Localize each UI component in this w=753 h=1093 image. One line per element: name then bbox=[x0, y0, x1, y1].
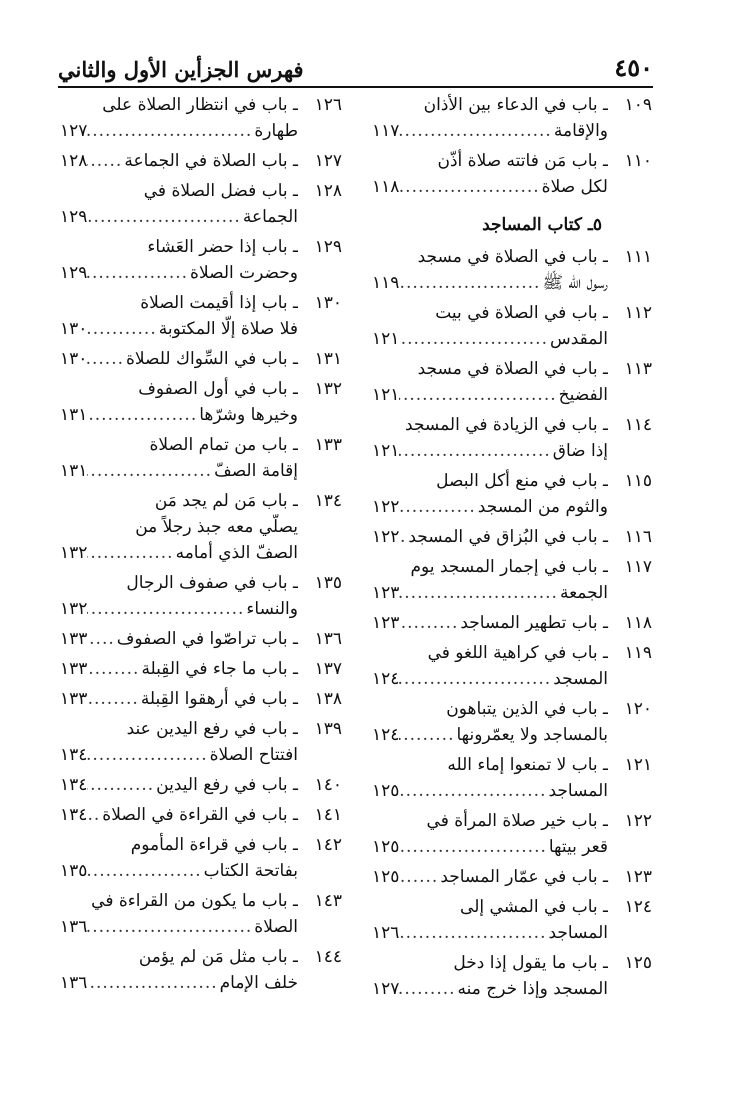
entry-last-line bbox=[60, 540, 298, 566]
entry-number: ١٣٧ bbox=[314, 659, 342, 679]
index-entry bbox=[60, 290, 342, 342]
leader-dots bbox=[399, 326, 550, 352]
entry-title-line: والإقامة bbox=[553, 121, 608, 141]
entry-number: ١٣٤ bbox=[314, 491, 342, 511]
entry-title-line: ـ باب خير صلاة المرأة في bbox=[426, 811, 608, 831]
entry-number: ١٤٤ bbox=[314, 947, 342, 967]
index-entry bbox=[60, 944, 342, 996]
entry-last-line bbox=[60, 260, 298, 286]
entry-title-line: ـ باب في الصلاة في مسجد bbox=[417, 359, 608, 379]
entry-number: ١٤٠ bbox=[314, 775, 342, 795]
entry-body bbox=[372, 554, 608, 606]
index-entry bbox=[60, 92, 342, 144]
entry-page-number: ١٣٢ bbox=[60, 599, 88, 619]
entry-title-line: المساجد bbox=[548, 781, 608, 801]
entry-title-line: وخيرها وشرّها bbox=[199, 405, 298, 425]
entry-title-line: الجماعة bbox=[242, 207, 298, 227]
entry-title-line: بالمساجد ولا يعمّرونها bbox=[456, 725, 608, 745]
index-entry bbox=[372, 864, 652, 890]
entry-page-number: ١٣١ bbox=[60, 405, 88, 425]
entry-body bbox=[372, 412, 608, 464]
entry-title-line: ـ باب في الصلاة في مسجد bbox=[417, 247, 608, 267]
leader-dots bbox=[87, 148, 124, 174]
entry-page-number: ١٣٦ bbox=[60, 973, 88, 993]
index-entry bbox=[372, 752, 652, 804]
entry-page-number: ١٣٠ bbox=[60, 349, 88, 369]
entry-title-line: ـ باب من تمام الصلاة bbox=[149, 435, 298, 455]
leader-dots bbox=[87, 772, 156, 798]
index-column-right bbox=[372, 92, 652, 1006]
entry-last-line bbox=[372, 118, 608, 144]
entry-number: ١٣١ bbox=[314, 349, 342, 369]
index-entry bbox=[372, 524, 652, 550]
entry-title-line: والنساء bbox=[246, 599, 298, 619]
index-entry bbox=[60, 656, 342, 682]
entry-last-line bbox=[372, 976, 608, 1002]
leader-dots bbox=[87, 914, 254, 940]
index-entry bbox=[372, 300, 652, 352]
entry-page-number: ١٣٢ bbox=[60, 543, 88, 563]
index-entry bbox=[372, 412, 652, 464]
entry-number: ١٠٩ bbox=[624, 95, 652, 115]
entry-last-line bbox=[372, 778, 608, 804]
entry-body bbox=[372, 468, 608, 520]
index-entry bbox=[60, 178, 342, 230]
entry-title-line: ـ باب إذا أقيمت الصلاة bbox=[140, 293, 298, 313]
leader-dots bbox=[87, 970, 219, 996]
entry-last-line bbox=[372, 610, 608, 636]
leader-dots bbox=[399, 174, 541, 200]
entry-page-number: ١٢١ bbox=[372, 329, 400, 349]
entry-number: ١٣٨ bbox=[314, 689, 342, 709]
entry-number: ١١٦ bbox=[624, 527, 652, 547]
entry-number: ١٢٦ bbox=[314, 95, 342, 115]
entry-last-line bbox=[372, 864, 608, 890]
entry-title-line: خلف الإمام bbox=[219, 973, 298, 993]
entry-title-line: ـ باب في عمّار المساجد bbox=[440, 867, 608, 887]
index-entry bbox=[60, 148, 342, 174]
entry-title-line: ـ باب في قراءة المأموم bbox=[130, 835, 298, 855]
entry-page-number: ١٣٠ bbox=[60, 319, 88, 339]
index-entry bbox=[372, 696, 652, 748]
entry-last-line bbox=[372, 438, 608, 464]
index-entry bbox=[372, 808, 652, 860]
entry-number: ١١٢ bbox=[624, 303, 652, 323]
entry-title-line: لكل صلاة bbox=[541, 177, 608, 197]
entry-last-line bbox=[60, 914, 298, 940]
entry-page-number: ١٢٧ bbox=[60, 121, 88, 141]
entry-page-number: ١٢٩ bbox=[60, 263, 88, 283]
leader-dots bbox=[399, 438, 552, 464]
entry-body bbox=[372, 524, 608, 550]
entry-title-line: قعر بيتها bbox=[548, 837, 608, 857]
entry-last-line bbox=[372, 722, 608, 748]
entry-title-line: ـ باب في أرهقوا القِبلة bbox=[140, 689, 298, 709]
entry-title-line: افتتاح الصلاة bbox=[209, 745, 298, 765]
index-entry bbox=[60, 376, 342, 428]
page-number: ٤٥٠ bbox=[614, 53, 653, 82]
leader-dots bbox=[87, 540, 175, 566]
index-entry bbox=[60, 234, 342, 286]
entry-last-line bbox=[60, 970, 298, 996]
entry-title-line: المساجد bbox=[548, 923, 608, 943]
entry-title-line: بفاتحة الكتاب bbox=[203, 861, 298, 881]
entry-last-line bbox=[60, 402, 298, 428]
entry-number: ١٤٢ bbox=[314, 835, 342, 855]
index-entry bbox=[60, 716, 342, 768]
leader-dots bbox=[399, 976, 457, 1002]
entry-number: ١١٠ bbox=[624, 151, 652, 171]
entry-body bbox=[372, 864, 608, 890]
entry-title-line: والثوم من المسجد bbox=[477, 497, 608, 517]
entry-title-line: ـ باب فضل الصلاة في bbox=[143, 181, 298, 201]
entry-title-line: ـ باب في الصلاة في بيت bbox=[435, 303, 608, 323]
entry-title-line: المسجد bbox=[553, 669, 608, 689]
entry-page-number: ١٢١ bbox=[372, 385, 400, 405]
entry-body bbox=[372, 950, 608, 1002]
entry-body bbox=[372, 752, 608, 804]
leader-dots bbox=[87, 316, 158, 342]
entry-last-line bbox=[60, 772, 298, 798]
entry-body bbox=[60, 570, 298, 622]
leader-dots bbox=[399, 610, 460, 636]
entry-title-line: إذا ضاق bbox=[552, 441, 608, 461]
entry-number: ١٣٣ bbox=[314, 435, 342, 455]
entry-number: ١١٨ bbox=[624, 613, 652, 633]
entry-last-line bbox=[60, 458, 298, 484]
entry-page-number: ١٢٥ bbox=[372, 781, 400, 801]
leader-dots bbox=[399, 118, 553, 144]
entry-last-line bbox=[60, 742, 298, 768]
index-entry bbox=[372, 356, 652, 408]
entry-last-line bbox=[60, 626, 298, 652]
entry-title-line: رسول الله ﷺ bbox=[542, 273, 608, 293]
entry-page-number: ١١٧ bbox=[372, 121, 400, 141]
entry-title-line: ـ باب في أول الصفوف bbox=[138, 379, 298, 399]
leader-dots bbox=[87, 686, 140, 712]
entry-number: ١١٣ bbox=[624, 359, 652, 379]
index-entry bbox=[60, 570, 342, 622]
entry-title-line: ـ باب ما يقول إذا دخل bbox=[453, 953, 608, 973]
entry-title-line: المسجد وإذا خرج منه bbox=[457, 979, 608, 999]
leader-dots bbox=[399, 382, 558, 408]
entry-body bbox=[372, 356, 608, 408]
leader-dots bbox=[87, 118, 254, 144]
index-entry bbox=[372, 92, 652, 144]
index-entry bbox=[372, 148, 652, 200]
entry-page-number: ١٢٢ bbox=[372, 497, 400, 517]
entry-title-line: ـ باب في إجمار المسجد يوم bbox=[410, 557, 608, 577]
entry-body bbox=[60, 888, 298, 940]
entry-page-number: ١١٩ bbox=[372, 273, 400, 293]
entry-title-line: ـ باب في رفع اليدين عند bbox=[126, 719, 298, 739]
leader-dots bbox=[87, 260, 190, 286]
entry-title-line: الجمعة bbox=[559, 583, 608, 603]
index-entry bbox=[60, 772, 342, 798]
entry-number: ١٢٩ bbox=[314, 237, 342, 257]
entry-page-number: ١٢٤ bbox=[372, 725, 400, 745]
entry-body bbox=[372, 92, 608, 144]
entry-number: ١٤٣ bbox=[314, 891, 342, 911]
entry-page-number: ١٢١ bbox=[372, 441, 400, 461]
entry-page-number: ١٣٦ bbox=[60, 917, 88, 937]
entry-page-number: ١٢٦ bbox=[372, 923, 400, 943]
entry-last-line bbox=[372, 174, 608, 200]
index-entry bbox=[372, 468, 652, 520]
entry-number: ١٢٧ bbox=[314, 151, 342, 171]
entry-body bbox=[372, 894, 608, 946]
entry-body bbox=[60, 488, 298, 566]
entry-title-line: ـ باب في رفع اليدين bbox=[156, 775, 298, 795]
leader-dots bbox=[399, 494, 477, 520]
entry-page-number: ١٢٢ bbox=[372, 527, 400, 547]
section-heading: ٥ـ كتاب المساجد bbox=[482, 215, 602, 235]
entry-body bbox=[60, 432, 298, 484]
entry-title-line: ـ باب ما يكون من القراءة في bbox=[91, 891, 298, 911]
leader-dots bbox=[87, 204, 242, 230]
leader-dots bbox=[399, 864, 440, 890]
entry-body bbox=[60, 772, 298, 798]
index-entry bbox=[372, 610, 652, 636]
entry-last-line bbox=[372, 524, 608, 550]
entry-last-line bbox=[372, 494, 608, 520]
index-entry bbox=[60, 802, 342, 828]
index-entry bbox=[60, 686, 342, 712]
entry-body bbox=[60, 178, 298, 230]
entry-last-line bbox=[60, 656, 298, 682]
leader-dots bbox=[399, 270, 542, 296]
entry-page-number: ١٣٣ bbox=[60, 689, 88, 709]
entry-title-line: إقامة الصفّ bbox=[214, 461, 298, 481]
index-entry bbox=[60, 832, 342, 884]
entry-title-line: ـ باب في المشي إلى bbox=[460, 897, 608, 917]
entry-body bbox=[60, 832, 298, 884]
entry-body bbox=[60, 290, 298, 342]
entry-title-line: طهارة bbox=[254, 121, 298, 141]
entry-title-line: ـ باب إذا حضر العَشاء bbox=[147, 237, 298, 257]
entry-title-line: الصفّ الذي أمامه bbox=[175, 543, 298, 563]
entry-last-line bbox=[60, 118, 298, 144]
entry-title-line: ـ باب في الزيادة في المسجد bbox=[405, 415, 608, 435]
entry-page-number: ١٢٨ bbox=[60, 151, 88, 171]
index-entry bbox=[60, 488, 342, 566]
leader-dots bbox=[399, 778, 548, 804]
entry-page-number: ١٣٤ bbox=[60, 805, 88, 825]
entry-title-line: الفضيخ bbox=[558, 385, 608, 405]
entry-body bbox=[60, 802, 298, 828]
entry-body bbox=[372, 808, 608, 860]
entry-page-number: ١٢٥ bbox=[372, 837, 400, 857]
entry-title-line: ـ باب مَن فاتته صلاة أذّن bbox=[437, 151, 608, 171]
leader-dots bbox=[399, 834, 548, 860]
entry-title-line: ـ باب ما جاء في القِبلة bbox=[141, 659, 298, 679]
leader-dots bbox=[399, 920, 548, 946]
entry-title-line: ـ باب في البُزاق في المسجد bbox=[408, 527, 608, 547]
entry-number: ١١١ bbox=[624, 247, 652, 267]
entry-page-number: ١٢٤ bbox=[372, 669, 400, 689]
entry-page-number: ١٢٧ bbox=[372, 979, 400, 999]
entry-title-line: ـ باب في صفوف الرجال bbox=[126, 573, 298, 593]
entry-page-number: ١٣٣ bbox=[60, 659, 88, 679]
entry-body bbox=[60, 716, 298, 768]
entry-last-line bbox=[372, 270, 608, 296]
entry-number: ١٢١ bbox=[624, 755, 652, 775]
entry-last-line bbox=[372, 382, 608, 408]
entry-last-line bbox=[60, 802, 298, 828]
leader-dots bbox=[87, 402, 199, 428]
entry-title-line: ـ باب مثل مَن لم يؤمن bbox=[138, 947, 298, 967]
entry-body bbox=[60, 148, 298, 174]
entry-last-line bbox=[60, 316, 298, 342]
leader-dots bbox=[87, 346, 126, 372]
entry-number: ١٢٢ bbox=[624, 811, 652, 831]
entry-title-line: ـ باب مَن لم يجد مَن bbox=[154, 491, 298, 511]
entry-last-line bbox=[60, 148, 298, 174]
entry-title-line: يصلّي معه جبذ رجلاً من bbox=[135, 517, 298, 537]
entry-title-line: ـ باب في القراءة في الصلاة bbox=[102, 805, 298, 825]
entry-page-number: ١٣٣ bbox=[60, 629, 88, 649]
entry-body bbox=[60, 376, 298, 428]
entry-number: ١١٧ bbox=[624, 557, 652, 577]
page-header bbox=[58, 50, 653, 88]
entry-title-line: ـ باب في السِّواك للصلاة bbox=[126, 349, 298, 369]
index-entry bbox=[60, 432, 342, 484]
entry-body bbox=[60, 626, 298, 652]
entry-number: ١١٩ bbox=[624, 643, 652, 663]
entry-number: ١٢٥ bbox=[624, 953, 652, 973]
entry-last-line bbox=[60, 596, 298, 622]
entry-last-line bbox=[372, 580, 608, 606]
entry-body bbox=[60, 346, 298, 372]
leader-dots bbox=[399, 580, 560, 606]
leader-dots bbox=[87, 742, 209, 768]
entry-page-number: ١٣٤ bbox=[60, 745, 88, 765]
entry-title-line: ـ باب في كراهية اللغو في bbox=[427, 643, 608, 663]
entry-page-number: ١٢٥ bbox=[372, 867, 400, 887]
entry-last-line bbox=[372, 920, 608, 946]
entry-title-line: فلا صلاة إلّا المكتوبة bbox=[158, 319, 298, 339]
entry-page-number: ١٣٥ bbox=[60, 861, 88, 881]
entry-last-line bbox=[372, 834, 608, 860]
leader-dots bbox=[399, 722, 456, 748]
index-entry bbox=[372, 640, 652, 692]
entry-number: ١٣٦ bbox=[314, 629, 342, 649]
leader-dots bbox=[399, 524, 408, 550]
entry-page-number: ١٢٣ bbox=[372, 613, 400, 633]
entry-title-line: ـ باب في منع أكل البصل bbox=[436, 471, 608, 491]
entry-title-line: ـ باب في انتظار الصلاة على bbox=[102, 95, 298, 115]
entry-last-line bbox=[60, 686, 298, 712]
leader-dots bbox=[87, 858, 203, 884]
entry-page-number: ١٢٣ bbox=[372, 583, 400, 603]
leader-dots bbox=[87, 458, 214, 484]
entry-body bbox=[60, 234, 298, 286]
entry-number: ١١٥ bbox=[624, 471, 652, 491]
entry-body bbox=[372, 300, 608, 352]
entry-body bbox=[372, 640, 608, 692]
index-column-left bbox=[60, 92, 342, 1000]
entry-page-number: ١٣١ bbox=[60, 461, 88, 481]
entry-number: ١٢٠ bbox=[624, 699, 652, 719]
entry-page-number: ١٢٩ bbox=[60, 207, 88, 227]
entry-last-line bbox=[372, 326, 608, 352]
entry-title-line: وحضرت الصلاة bbox=[190, 263, 298, 283]
entry-body bbox=[372, 148, 608, 200]
entry-number: ١٤١ bbox=[314, 805, 342, 825]
entry-number: ١٣٥ bbox=[314, 573, 342, 593]
entry-number: ١٢٤ bbox=[624, 897, 652, 917]
entry-title-line: ـ باب في الدعاء بين الأذان bbox=[423, 95, 608, 115]
entry-body bbox=[372, 610, 608, 636]
entry-page-number: ١١٨ bbox=[372, 177, 400, 197]
entry-page-number: ١٣٤ bbox=[60, 775, 88, 795]
leader-dots bbox=[87, 596, 246, 622]
entry-title-line: ـ باب الصلاة في الجماعة bbox=[124, 151, 298, 171]
entry-last-line bbox=[372, 666, 608, 692]
entry-last-line bbox=[60, 204, 298, 230]
leader-dots bbox=[87, 656, 141, 682]
entry-title-line: المقدس bbox=[549, 329, 608, 349]
leader-dots bbox=[399, 666, 553, 692]
leader-dots bbox=[87, 802, 102, 828]
index-entry bbox=[60, 626, 342, 652]
entry-title-line: الصلاة bbox=[254, 917, 298, 937]
entry-number: ١٢٣ bbox=[624, 867, 652, 887]
entry-number: ١٢٨ bbox=[314, 181, 342, 201]
entry-title-line: ـ باب تراصّوا في الصفوف bbox=[116, 629, 298, 649]
page-title: فهرس الجزأين الأول والثاني bbox=[58, 57, 304, 82]
index-entry bbox=[372, 244, 652, 296]
entry-title-line: ـ باب لا تمنعوا إماء الله bbox=[447, 755, 608, 775]
entry-number: ١٣٠ bbox=[314, 293, 342, 313]
entry-number: ١١٤ bbox=[624, 415, 652, 435]
entry-title-line: ـ باب تطهير المساجد bbox=[460, 613, 608, 633]
entry-body bbox=[60, 686, 298, 712]
entry-title-line: ـ باب في الذين يتباهون bbox=[446, 699, 608, 719]
index-entry bbox=[60, 888, 342, 940]
entry-last-line bbox=[60, 346, 298, 372]
entry-number: ١٣٢ bbox=[314, 379, 342, 399]
entry-body bbox=[60, 656, 298, 682]
entry-last-line bbox=[60, 858, 298, 884]
entry-body bbox=[372, 696, 608, 748]
index-entry bbox=[372, 950, 652, 1002]
index-entry bbox=[372, 894, 652, 946]
entry-body bbox=[60, 92, 298, 144]
entry-number: ١٣٩ bbox=[314, 719, 342, 739]
leader-dots bbox=[87, 626, 116, 652]
entry-body bbox=[372, 244, 608, 296]
entry-body bbox=[60, 944, 298, 996]
index-entry bbox=[60, 346, 342, 372]
index-entry bbox=[372, 554, 652, 606]
